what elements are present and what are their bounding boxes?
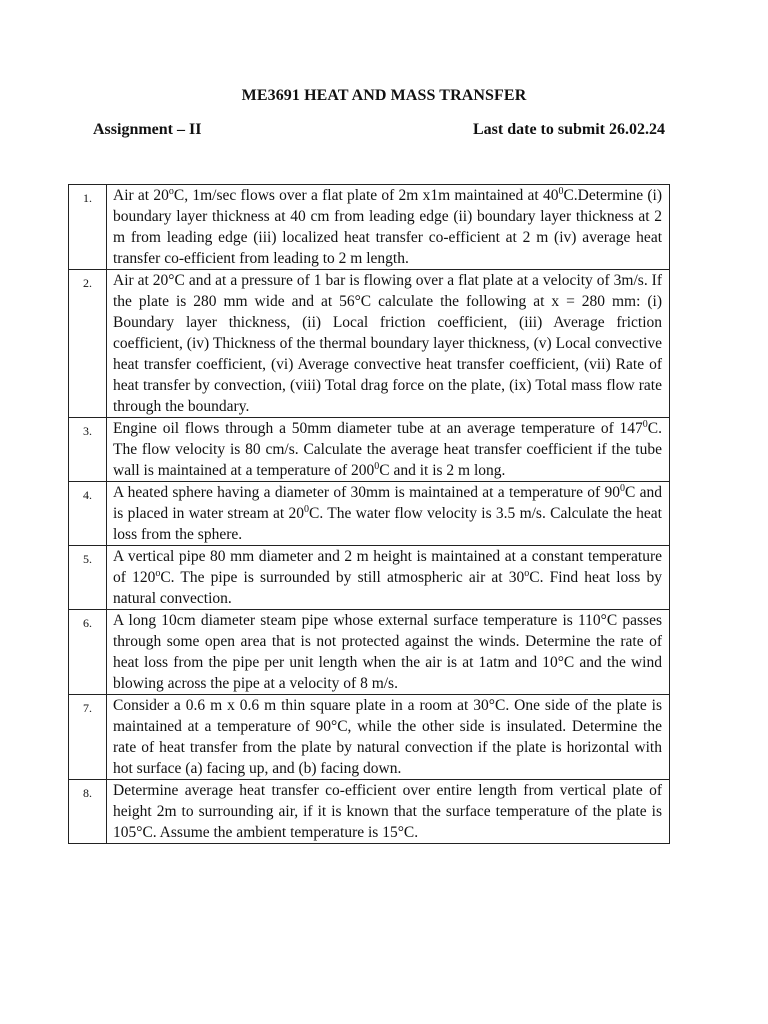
question-text bbox=[107, 270, 670, 418]
question-text-segment: Consider a 0.6 m x 0.6 m thin square plate in a room at 30°C. One side of the plate is maintained at a temperature of 90°C, while the other side is insulated. Determine the rate of heat transfer from the plate by natural convection if the plate is horizontal with hot surface (a) facing up, and (b) facing down. bbox=[113, 697, 662, 777]
degree-superscript: o bbox=[155, 567, 161, 579]
question-text-segment: Engine oil flows through a 50mm diameter tube at an average temperature of 147 bbox=[113, 420, 643, 437]
question-number: 3. bbox=[69, 418, 107, 482]
question-text-segment: C and is placed in water stream at 20 bbox=[113, 484, 662, 522]
question-text bbox=[107, 185, 670, 270]
submission-deadline: Last date to submit 26.02.24 bbox=[472, 121, 665, 138]
page-title: ME3691 HEAT AND MASS TRANSFER bbox=[241, 87, 527, 104]
question-text-segment: A long 10cm diameter steam pipe whose external surface temperature is 110°C passes through some open area that is not protected against the winds. Determine the rate of heat loss from the pipe per unit length when the air is at 1atm and 10°C and the wind blowing across the pipe at a velocity of 8 m/s. bbox=[113, 612, 662, 692]
degree-superscript: o bbox=[168, 185, 174, 197]
question-row bbox=[69, 418, 670, 482]
degree-superscript: 0 bbox=[374, 460, 380, 472]
question-row bbox=[69, 695, 670, 780]
question-text bbox=[107, 546, 670, 610]
degree-superscript: 0 bbox=[642, 418, 648, 430]
degree-superscript: o bbox=[524, 567, 530, 579]
question-row bbox=[69, 482, 670, 546]
question-text-segment: C, 1m/sec flows over a flat plate of 2m x1m maintained at 40 bbox=[173, 187, 559, 204]
question-text-segment: Air at 20°C and at a pressure of 1 bar is flowing over a flat plate at a velocity of 3m/s. If the plate is 280 mm wide and at 56°C calculate the following at x = 280 mm: (i) Boundary layer thickness, (ii) Local friction coefficient, (iii) Average friction coefficient, (iv) Thickness of the thermal boundary layer thickness, (v) Local convective heat transfer coefficient, (vi) Average convective heat transfer coefficient, (vii) Rate of heat transfer by convection, (viii) Total drag force on the plate, (ix) Total mass flow rate through the boundary. bbox=[113, 272, 662, 415]
question-text bbox=[107, 695, 670, 780]
question-text bbox=[107, 610, 670, 695]
question-number: 5. bbox=[69, 546, 107, 610]
question-text-segment: C and it is 2 m long. bbox=[379, 462, 506, 479]
question-row bbox=[69, 780, 670, 844]
question-text bbox=[107, 482, 670, 546]
question-number: 4. bbox=[69, 482, 107, 546]
degree-superscript: 0 bbox=[619, 482, 625, 494]
question-number: 7. bbox=[69, 695, 107, 780]
question-text-segment: C.Determine (i) boundary layer thickness at 40 cm from leading edge (ii) boundary layer thickness at 2 m from leading edge (iii) localized heat transfer co-efficient at 2 m (iv) average heat transfer co-efficient from leading to 2 m length. bbox=[113, 187, 662, 267]
question-row bbox=[69, 270, 670, 418]
degree-superscript: 0 bbox=[558, 185, 564, 197]
question-number: 2. bbox=[69, 270, 107, 418]
question-text-segment: Determine average heat transfer co-efficient over entire length from vertical plate of height 2m to surrounding air, if it is known that the surface temperature of the plate is 105°C. Assume the ambient temperature is 15°C. bbox=[113, 782, 662, 841]
degree-superscript: 0 bbox=[304, 503, 310, 515]
question-text-segment: C. Find heat loss by natural convection. bbox=[113, 569, 662, 607]
question-number: 8. bbox=[69, 780, 107, 844]
question-row bbox=[69, 546, 670, 610]
question-text-segment: C. The water flow velocity is 3.5 m/s. Calculate the heat loss from the sphere. bbox=[113, 505, 662, 543]
question-row bbox=[69, 610, 670, 695]
question-text-segment: C. The pipe is surrounded by still atmospheric air at 30 bbox=[160, 569, 525, 586]
assignment-label: Assignment – II bbox=[93, 121, 202, 138]
question-text bbox=[107, 780, 670, 844]
question-row bbox=[69, 185, 670, 270]
question-number: 6. bbox=[69, 610, 107, 695]
question-text-segment: A vertical pipe 80 mm diameter and 2 m height is maintained at a constant temperature of 120 bbox=[113, 548, 662, 586]
question-text-segment: C. The flow velocity is 80 cm/s. Calculate the average heat transfer coefficient if the tube wall is maintained at a temperature of 200 bbox=[113, 420, 662, 479]
question-text-segment: A heated sphere having a diameter of 30mm is maintained at a temperature of 90 bbox=[113, 484, 620, 501]
question-number: 1. bbox=[69, 185, 107, 270]
questions-table bbox=[68, 184, 670, 844]
question-text-segment: Air at 20 bbox=[113, 187, 169, 204]
question-text bbox=[107, 418, 670, 482]
